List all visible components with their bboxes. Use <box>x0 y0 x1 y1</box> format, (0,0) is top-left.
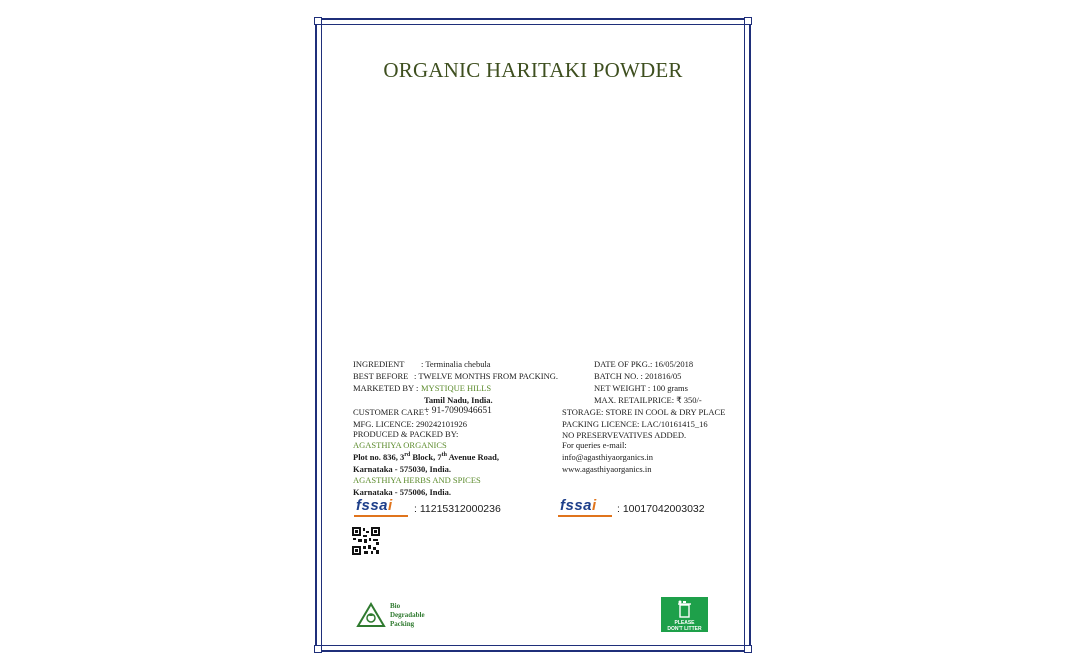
inner-border <box>321 24 745 646</box>
max-retail-price: MAX. RETAILPRICE: ₹ 350/- <box>594 395 702 405</box>
product-title: ORGANIC HARITAKI POWDER <box>383 58 683 82</box>
trash-bin-icon <box>677 599 692 619</box>
fssai-number-2: : 10017042003032 <box>617 503 705 515</box>
storage-instructions: STORAGE: STORE IN COOL & DRY PLACE <box>562 407 726 417</box>
ingredient-label: INGREDIENT <box>353 359 405 369</box>
best-before-label: BEST BEFORE <box>353 371 409 381</box>
fssai-logo-1: fssai <box>356 497 393 514</box>
contact-email: info@agasthiyaorganics.in <box>562 452 653 462</box>
customer-care-label: CUSTOMER CARE : <box>353 407 429 417</box>
net-weight: NET WEIGHT : 100 grams <box>594 383 688 393</box>
queries-label: For queries e-mail: <box>562 440 627 450</box>
no-preservatives: NO PRESERVEVATIVES ADDED. <box>562 430 687 440</box>
corner-ornament-br <box>744 645 752 653</box>
dont-litter-text: PLEASE DON'T LITTER <box>667 620 702 632</box>
marketed-by-location: Tamil Nadu, India. <box>424 395 493 405</box>
ingredient-value: : Terminalia chebula <box>421 359 491 369</box>
recycle-triangle-icon <box>356 602 386 628</box>
marketed-by-value: MYSTIQUE HILLS <box>421 383 492 393</box>
qr-code-icon <box>352 527 380 555</box>
fssai-underline-1 <box>354 515 408 517</box>
producer-address-line2: Karnataka - 575030, India. <box>353 464 451 474</box>
batch-number: BATCH NO. : 201816/05 <box>594 371 682 381</box>
fssai-underline-2 <box>558 515 612 517</box>
corner-ornament-tr <box>744 17 752 25</box>
fssai-logo-2: fssai <box>560 497 597 514</box>
producer-address-line1: Plot no. 836, 3rd Block, 7th Avenue Road, <box>353 452 500 462</box>
producer2-name: AGASTHIYA HERBS AND SPICES <box>353 475 481 485</box>
website: www.agasthiyaorganics.in <box>562 464 652 474</box>
produced-packed-label: PRODUCED & PACKED BY: <box>353 429 459 439</box>
date-of-packing: DATE OF PKG.: 16/05/2018 <box>594 359 694 369</box>
marketed-by-label: MARKETED BY : <box>353 383 419 393</box>
mfg-licence: MFG. LICENCE: 290242101926 <box>353 419 468 429</box>
producer-name: AGASTHIYA ORGANICS <box>353 440 447 450</box>
corner-ornament-tl <box>314 17 322 25</box>
corner-ornament-bl <box>314 645 322 653</box>
producer2-address: Karnataka - 575006, India. <box>353 487 451 497</box>
fssai-number-1: : 11215312000236 <box>414 503 501 515</box>
bio-degradable-text: Bio Degradable Packing <box>390 602 425 628</box>
best-before-value: : TWELVE MONTHS FROM PACKING. <box>414 371 558 381</box>
packing-licence: PACKING LICENCE: LAC/10161415_16 <box>562 419 708 429</box>
customer-care-value: + 91-7090946651 <box>424 406 492 416</box>
